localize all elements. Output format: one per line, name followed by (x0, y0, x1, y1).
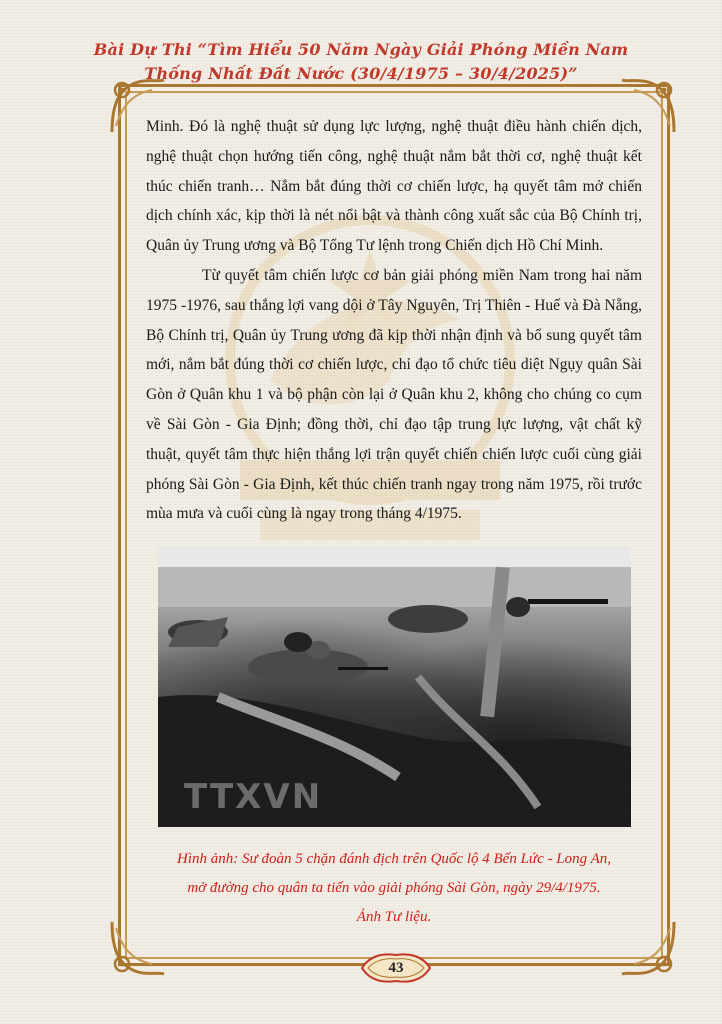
paragraph-2: Từ quyết tâm chiến lược cơ bản giải phóng miền Nam trong hai năm 1975 -1976, sau thắng lợi vang dội ở Tây Nguyên, Trị Thiên - Huế và Đà Nẵng, Bộ Chính trị, Quân ủy Trung ương đã kịp thời nhận định và bổ sung quyết tâm mới, nắm bắt đúng thời cơ chiến lược, chỉ đạo tổ chức tiêu diệt Ngụy quân Sài Gòn ở Quân khu 1 và bộ phận còn lại ở Quân khu 2, không cho chúng co cụm về Sài Gòn - Gia Định; đồng thời, chỉ đạo tập trung lực lượng, vật chất kỹ thuật, quyết tâm thực hiện thắng lợi trận quyết chiến chiến lược cuối cùng giải phóng Sài Gòn - Gia Định, kết thúc chiến tranh ngay trong năm 1975, rồi trước mùa mưa và cuối cùng là ngay trong tháng 4/1975. (146, 266, 642, 523)
paragraph-1: Minh. Đó là nghệ thuật sử dụng lực lượng, nghệ thuật điều hành chiến dịch, nghệ thuật chọn hướng tiến công, nghệ thuật nắm bắt thời cơ, nghệ thuật kết thúc chiến tranh… Nắm bắt đúng thời cơ chiến lược, hạ quyết tâm mở chiến dịch chính xác, kịp thời là nét nổi bật và thành công xuất sắc của Bộ Chính trị, Quân ủy Trung ương và Bộ Tổng Tư lệnh trong Chiến dịch Hồ Chí Minh. (146, 118, 642, 255)
photo-caption (146, 845, 642, 932)
page-number: 43 (388, 960, 404, 976)
caption-line-2: mở đường cho quân ta tiến vào giải phóng Sài Gòn, ngày 29/4/1975. (187, 880, 601, 896)
header-line-1: Bài Dự Thi “Tìm Hiểu 50 Năm Ngày Giải Phóng Miền Nam (93, 40, 629, 59)
main-text (146, 112, 642, 529)
historical-photo (158, 547, 631, 827)
header-line-2: Thống Nhất Đất Nước (30/4/1975 – 30/4/2025)” (144, 64, 578, 83)
caption-line-1: Hình ảnh: Sư đoàn 5 chặn đánh địch trên Quốc lộ 4 Bến Lức - Long An, (177, 851, 611, 867)
photo-agency-watermark: TTXVN (184, 777, 323, 817)
caption-line-3: Ảnh Tư liệu. (356, 909, 432, 925)
